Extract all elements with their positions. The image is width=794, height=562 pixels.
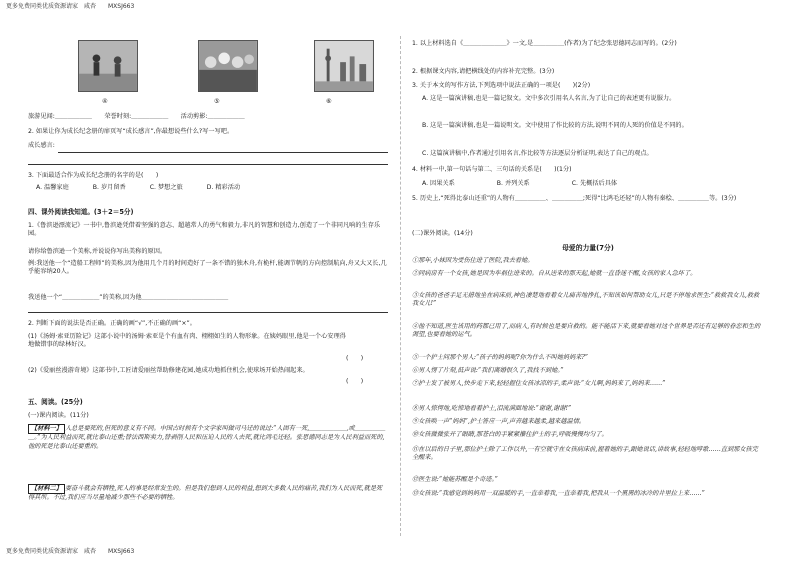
- story-para-6: ⑥男人愣了片刻,低声说:“我们离婚很久了,我找不到她。”: [412, 367, 564, 374]
- story-para-11: ⑪在以后的日子里,那位护士除了工作以外,一有空就守在女孩病床前,握着她的手,跟她说话,讲故事,轻轻地哼歌……直到那女孩完全醒来。: [412, 446, 758, 462]
- material-1-label: 【材料一】: [28, 424, 65, 434]
- r-q4-option-c[interactable]: C. 先概括后具体: [571, 180, 618, 187]
- story-para-5: ⑤一个护士问那个男人:“孩子的妈妈呢?你为什么不叫她妈妈来?”: [412, 354, 588, 361]
- material-1: [28, 424, 388, 451]
- photo-num-4: ④: [102, 98, 108, 105]
- story-para-10: ⑩女孩微微张开了眼睛,那苍白的手紧紧攥住护士的手,呼吸慢慢均匀了。: [412, 431, 608, 438]
- answer-line[interactable]: [28, 164, 388, 165]
- question-3-options: [36, 184, 390, 192]
- story-para-2: ②同病房有一个女孩,她是因为车祸住进来的。自从送来的那天起,她就一直昏迷不醒,女孩的家人急坏了。: [412, 270, 697, 277]
- section-5-title: 五、阅读。(25分): [28, 398, 83, 406]
- story-para-1: ①那年,小妹因为受伤住进了医院,我去看她。: [412, 257, 534, 264]
- material-1-text: 人总是要死的,但死的意义有不同。中国古时候有个文学家叫做司马迁的说过:“人固有一死,＿＿＿＿＿＿,或＿＿＿＿＿＿。”为人民利益而死,就比泰山还重;替法西斯卖力,替剥削人民和压迫人民的人去死,就比鸿毛还轻。张思德同志是为人民利益而死的,他的死是比泰山还要重的。: [28, 425, 386, 450]
- story-para-3: ③女孩的爸爸手足无措地坐在病床前,神色凄楚地看着女儿痛苦地挣扎,不知该如何帮助女儿,只是不停地求医生:“救救我女儿,救救我女儿!”: [412, 292, 760, 308]
- option-d[interactable]: D. 精彩活动: [206, 184, 241, 191]
- r-q3-option-b[interactable]: B. 这是一篇演讲稿,也是一篇说明文。文中使用了作比较的方法,说明不同的人死的价值是不同的。: [422, 122, 688, 129]
- r-question-5: 5. 历史上,“死得比泰山还重”的人物有＿＿＿＿＿、＿＿＿＿＿;死得“比鸿毛还轻”的人物有秦桧、＿＿＿＿＿等。(3分): [412, 195, 737, 202]
- section-4-q2-item-2: (2)《爱丽丝漫游奇境》这部书中,工匠请爱丽丝帮助修建花园,她成功地抓住机会,使球场开始热闹起来。: [28, 367, 309, 374]
- story-para-8: ⑧男人惊愕地,吃惊地看着护士,泪流满面地说:“谢谢,谢谢!”: [412, 405, 572, 412]
- r-q4-options: [422, 180, 768, 188]
- question-3: 3. 下面最适合作为成长纪念册的名字的是( ): [28, 172, 159, 179]
- r-q4-option-a[interactable]: A. 因果关系: [422, 180, 455, 187]
- section-4-para-2: 请你给鲁滨逊一个美称,并说说你写出美称的原因。: [28, 248, 167, 255]
- r-question-3: 3. 关于本文的写作方法,下列选项中说法正确的一项是( )(2分): [412, 82, 591, 89]
- r-question-1: 1. 以上材料选自《＿＿＿＿＿＿＿》一文,是＿＿＿＿＿(作者)为了纪念张思德同志而写的。(2分): [412, 40, 677, 47]
- photo-num-6: ⑥: [326, 98, 332, 105]
- growth-message-label: 成长感言:: [28, 142, 55, 149]
- section-5-subtitle: (一)课内阅读。(11分): [28, 412, 89, 419]
- r-q3-option-a[interactable]: A. 这是一篇演讲稿,也是一篇记叙文。文中多次引用名人名言,为了让自己的表述更有说服力。: [422, 95, 676, 102]
- left-column: [28, 0, 390, 562]
- photo-running-race: [78, 40, 138, 92]
- question-2: 2. 如果让你为成长纪念册的扉页写“成长感言”,你最想说些什么?写一写吧。: [28, 128, 234, 135]
- material-2-label: 【材料二】: [28, 484, 65, 494]
- material-2-text: 要奋斗就会有牺牲,死人的事是经常发生的。但是我们想到人民的利益,想到大多数人民的痛苦,我们为人民而死,就是死得其所。不过,我们应当尽量地减少那些不必要的牺牲。: [28, 485, 383, 502]
- answer-line[interactable]: [28, 312, 388, 313]
- section-4-q2-item-1: (1)《汤姆·索亚历险记》这部小说中的汤姆·索亚是个有血有肉、栩栩如生的人物形象。在姨妈眼里,他是一个心安理得地做错事的绿林好汉。: [28, 333, 346, 349]
- section-4-para-1: 1.《鲁滨逊漂流记》一书中,鲁滨逊凭借着坚强的意志、超越常人的勇气和毅力,非凡的智慧和创造力,创造了一个非同凡响的生存乐园。: [28, 222, 381, 238]
- column-divider: [400, 36, 401, 536]
- judge-bracket-2[interactable]: ( ): [346, 378, 364, 385]
- page-footer: 更多免费同类优质资源请家 咸杏 MXSJ663: [6, 548, 135, 555]
- photo-captions: 旅游见闻:＿＿＿＿＿＿ 荣誉时刻:＿＿＿＿＿＿ 活动剪影:＿＿＿＿＿＿: [28, 113, 245, 120]
- option-c[interactable]: C. 梦想之旅: [149, 184, 183, 191]
- r-question-2: 2. 根据课文内容,请把横线处的内容补充完整。(3分): [412, 68, 555, 75]
- section-4-title: 四、课外阅读我知道。(3＋2＝5分): [28, 208, 134, 216]
- growth-message-prompt: [28, 142, 388, 150]
- story-para-12: ⑫医生说:“她能苏醒是个奇迹。”: [412, 476, 498, 483]
- story-para-4: ④他不知道,医生该用的药都已用了,而病人,有时候也是要自救的。能不能活下来,就要看她对这个世界是否还有足够的眷恋和生的渴望,也要看她的运气。: [412, 323, 761, 339]
- material-2: [28, 484, 388, 503]
- photo-num-5: ⑤: [214, 98, 220, 105]
- section-4-q2: 2. 判断下面的说法是否正确。正确的画“√”,不正确的画“×”。: [28, 320, 196, 327]
- answer-line[interactable]: [58, 152, 388, 153]
- story-para-13: ⑬女孩说:“我感觉到妈妈用一双温暖的手,一直牵着我,一直牵着我,把我从一个黑黑的冰冷的井里拉上来……”: [412, 490, 705, 497]
- r-question-4: 4. 材料一中,第一句话与第二、三句话的关系是( )(1分): [412, 166, 572, 173]
- photo-group-children: [198, 40, 258, 92]
- story-para-9: ⑨女孩唤一声“妈妈”,护士答应一声,声音越来越柔,越来越温情。: [412, 418, 586, 425]
- r-q4-option-b[interactable]: B. 并列关系: [496, 180, 530, 187]
- section-4-fill: 我送他一个“＿＿＿＿＿＿”的美称,因为他＿＿＿＿＿＿＿＿＿＿＿＿＿＿: [28, 294, 229, 301]
- extracurricular-subtitle: (二)课外阅读。(14分): [412, 230, 473, 237]
- photo-row: [78, 40, 378, 95]
- story-title: 母爱的力量(7分): [562, 244, 614, 252]
- photo-city-skyline: [314, 40, 374, 92]
- page-header: 更多免费同类优质资源请家 咸杏 MXSJ663: [6, 3, 135, 10]
- section-4-example: 例:我送他一个“造船工程师”的美称,因为他用几个月的时间造好了一条不错的独木舟,有桅杆,能调节帆的方向控制航向,舟又大又长,几乎能容纳20人。: [28, 260, 387, 276]
- r-q3-option-c[interactable]: C. 这篇演讲稿中,作者通过引用名言,作比较等方法逐层分析证明,表达了自己的观点。: [422, 150, 653, 157]
- option-a[interactable]: A. 温馨家庭: [36, 184, 69, 191]
- judge-bracket-1[interactable]: ( ): [346, 355, 364, 362]
- option-b[interactable]: B. 岁月留香: [92, 184, 126, 191]
- story-para-7: ⑦护士发了被男人,快步走下来,轻轻握住女孩冰凉的手,柔声说:“女儿啊,妈妈来了,妈妈来……”: [412, 380, 666, 387]
- right-column: [412, 0, 768, 562]
